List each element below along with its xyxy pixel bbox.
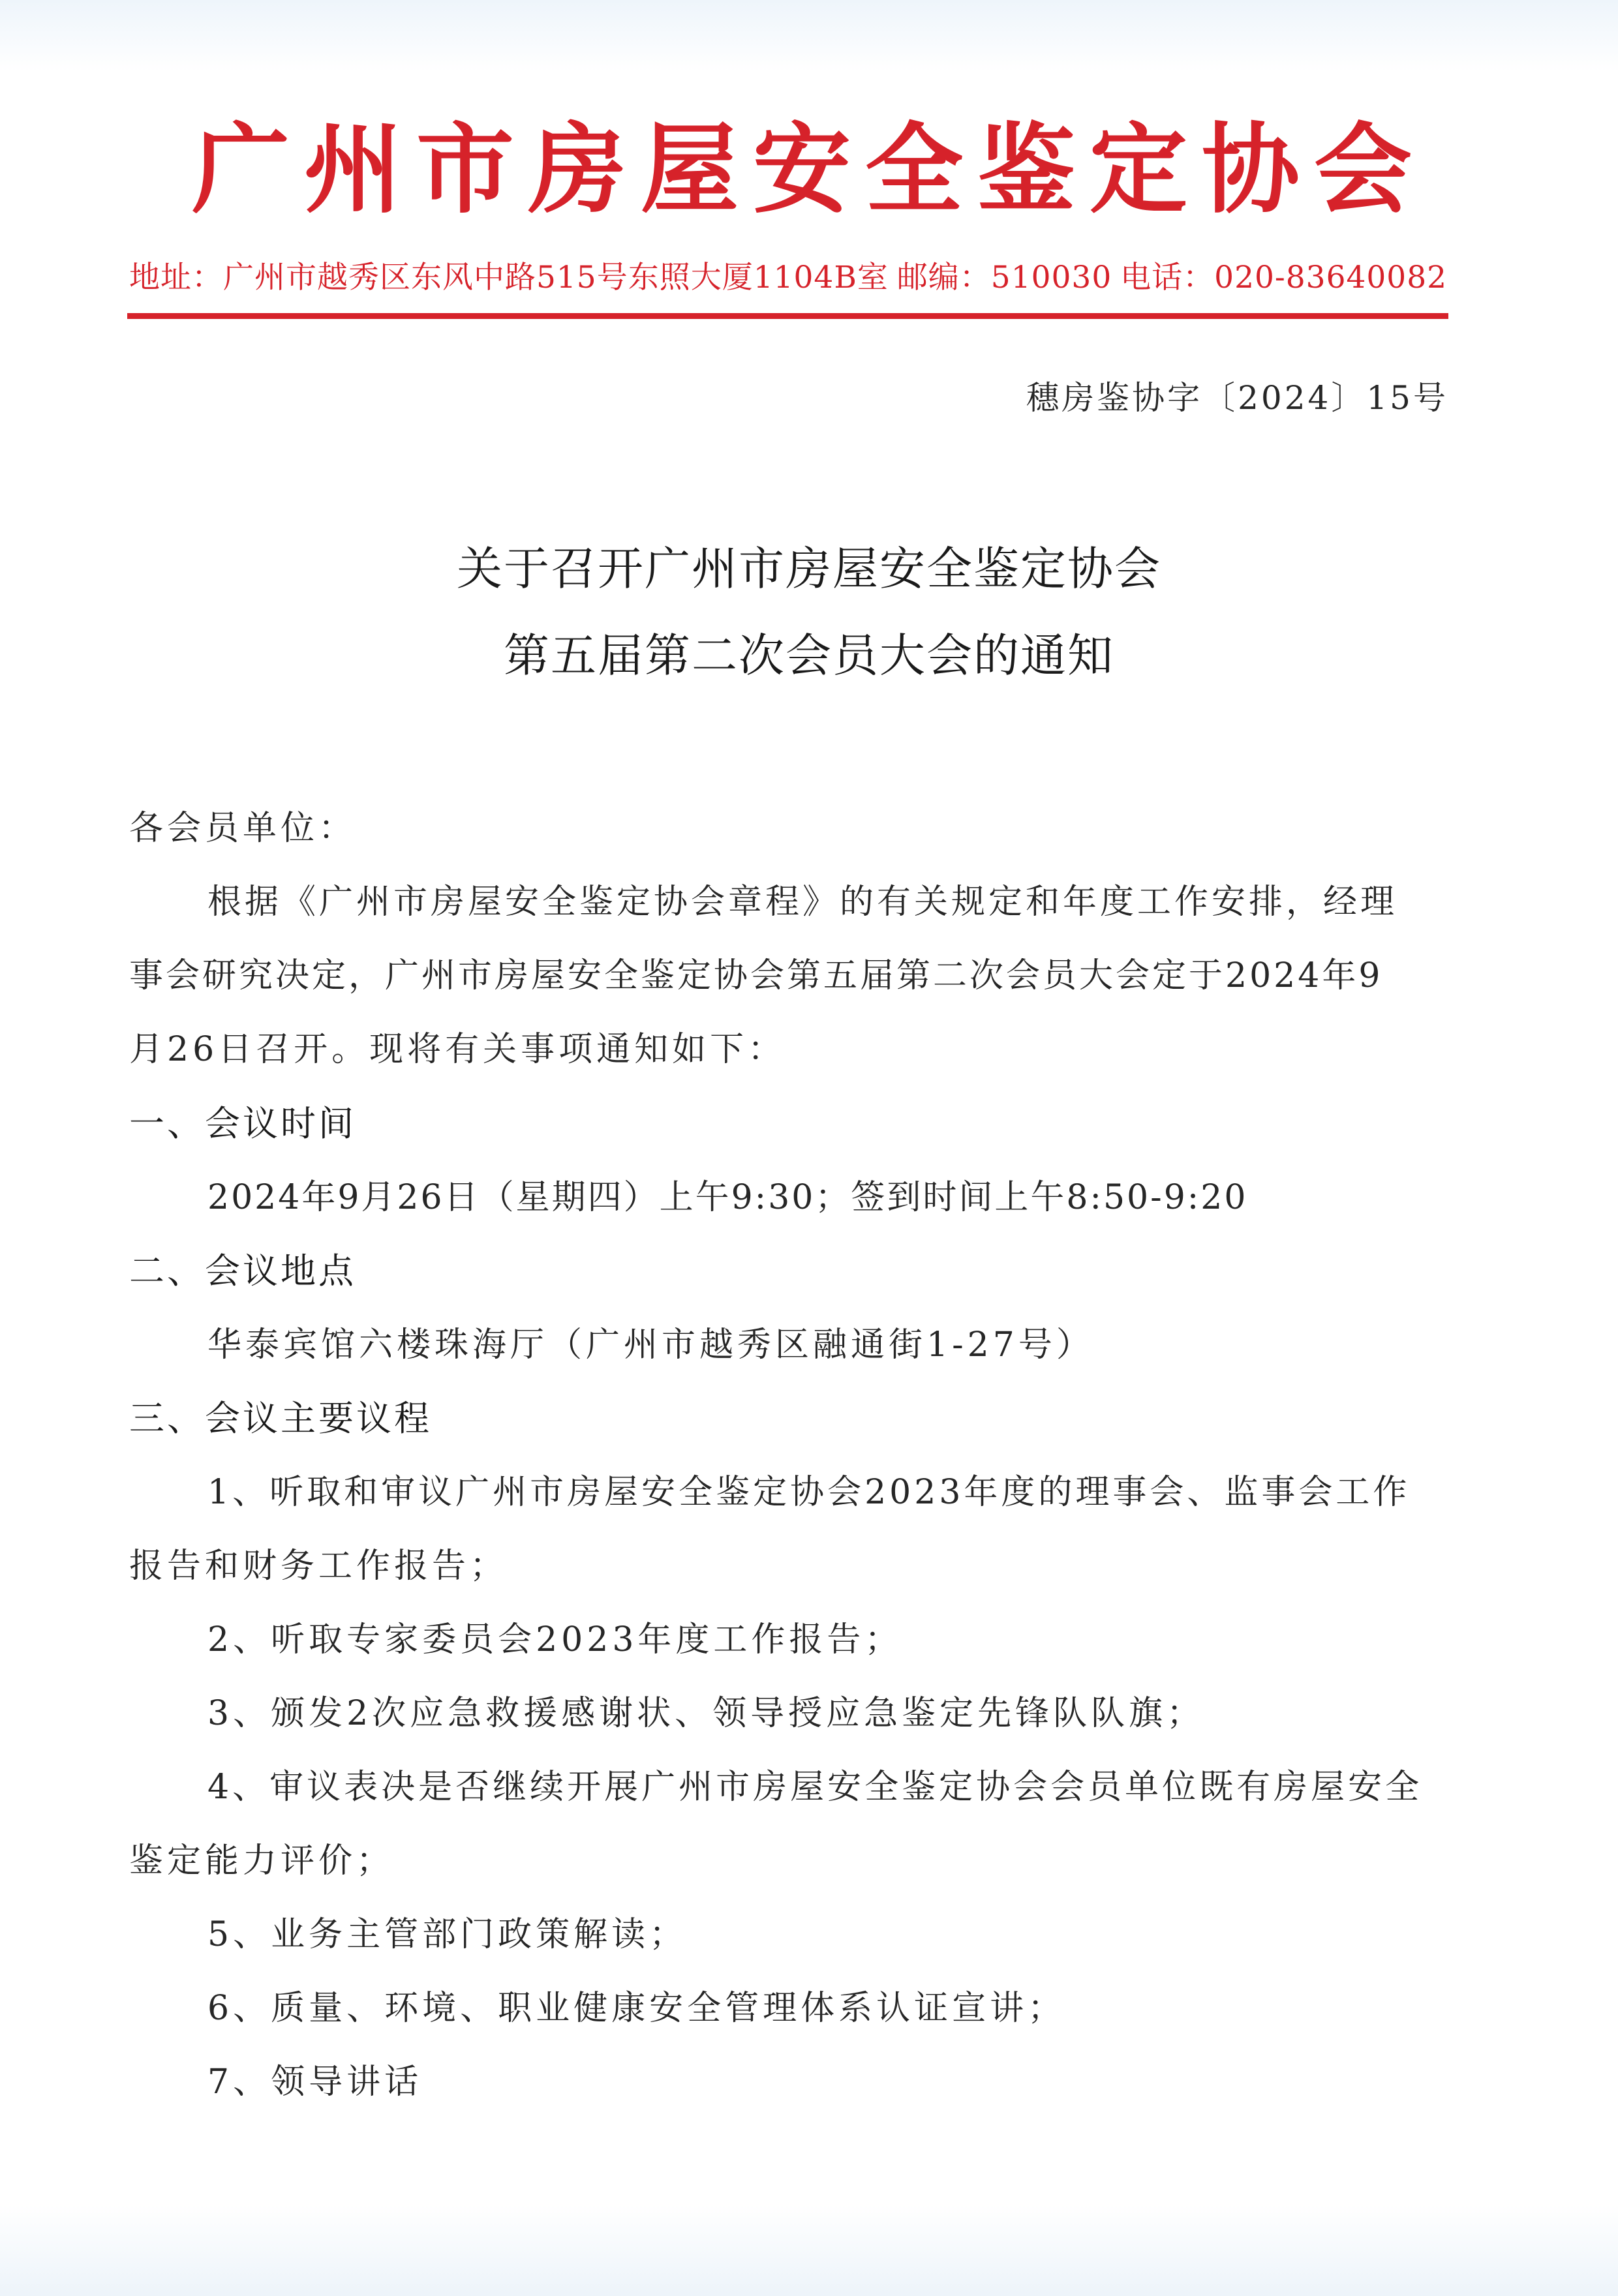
letterhead-contact-line: [129, 252, 1447, 304]
section-heading-agenda: 三、会议主要议程: [129, 1398, 432, 1439]
meeting-time: 2024年9月26日（星期四）上午9:30；签到时间上午8:50-9:20: [207, 1178, 1248, 1217]
agenda-item-3: 3、颁发2次应急救援感谢状、领导授应急鉴定先锋队队旗；: [207, 1694, 1205, 1733]
agenda-item-1-line-2: 报告和财务工作报告；: [129, 1547, 508, 1586]
letterhead-address: 地址：广州市越秀区东风中路515号东照大厦1104B室: [129, 260, 889, 295]
intro-line-2: 事会研究决定，广州市房屋安全鉴定协会第五届第二次会员大会定于2024年9: [129, 956, 1383, 995]
letterhead-postcode: 邮编：510030: [896, 260, 1112, 295]
letterhead-divider: [127, 313, 1448, 319]
letterhead-phone: 电话：020-83640082: [1120, 260, 1447, 295]
agenda-item-6: 6、质量、环境、职业健康安全管理体系认证宣讲；: [207, 1989, 1066, 2028]
intro-line-3: 月26日召开。现将有关事项通知如下：: [129, 1030, 786, 1069]
section-heading-place: 二、会议地点: [129, 1250, 356, 1292]
meeting-place: 华泰宾馆六楼珠海厅（广州市越秀区融通街1-27号）: [207, 1325, 1094, 1365]
agenda-item-5: 5、业务主管部门政策解读；: [207, 1915, 688, 1954]
agenda-item-1-line-1: 1、听取和审议广州市房屋安全鉴定协会2023年度的理事会、监事会工作: [207, 1473, 1411, 1512]
agenda-item-4-line-2: 鉴定能力评价；: [129, 1841, 395, 1881]
page-edge-top: [0, 0, 1618, 72]
intro-line-1: 根据《广州市房屋安全鉴定协会章程》的有关规定和年度工作安排，经理: [207, 883, 1398, 922]
document-number: 穗房鉴协字〔2024〕15号: [1026, 379, 1448, 417]
letterhead-org-name: 广州市房屋安全鉴定协会: [191, 112, 1426, 227]
salutation: 各会员单位：: [129, 809, 357, 848]
page-edge-bottom: [0, 2205, 1618, 2296]
document-title-line-1: 关于召开广州市房屋安全鉴定协会: [457, 542, 1161, 596]
agenda-item-2: 2、听取专家委员会2023年度工作报告；: [207, 1620, 903, 1659]
agenda-item-7: 7、领导讲话: [207, 2062, 423, 2102]
section-heading-time: 一、会议时间: [129, 1103, 356, 1144]
agenda-item-4-line-1: 4、审议表决是否继续开展广州市房屋安全鉴定协会会员单位既有房屋安全: [207, 1768, 1423, 1807]
document-title-line-2: 第五届第二次会员大会的通知: [504, 629, 1114, 682]
